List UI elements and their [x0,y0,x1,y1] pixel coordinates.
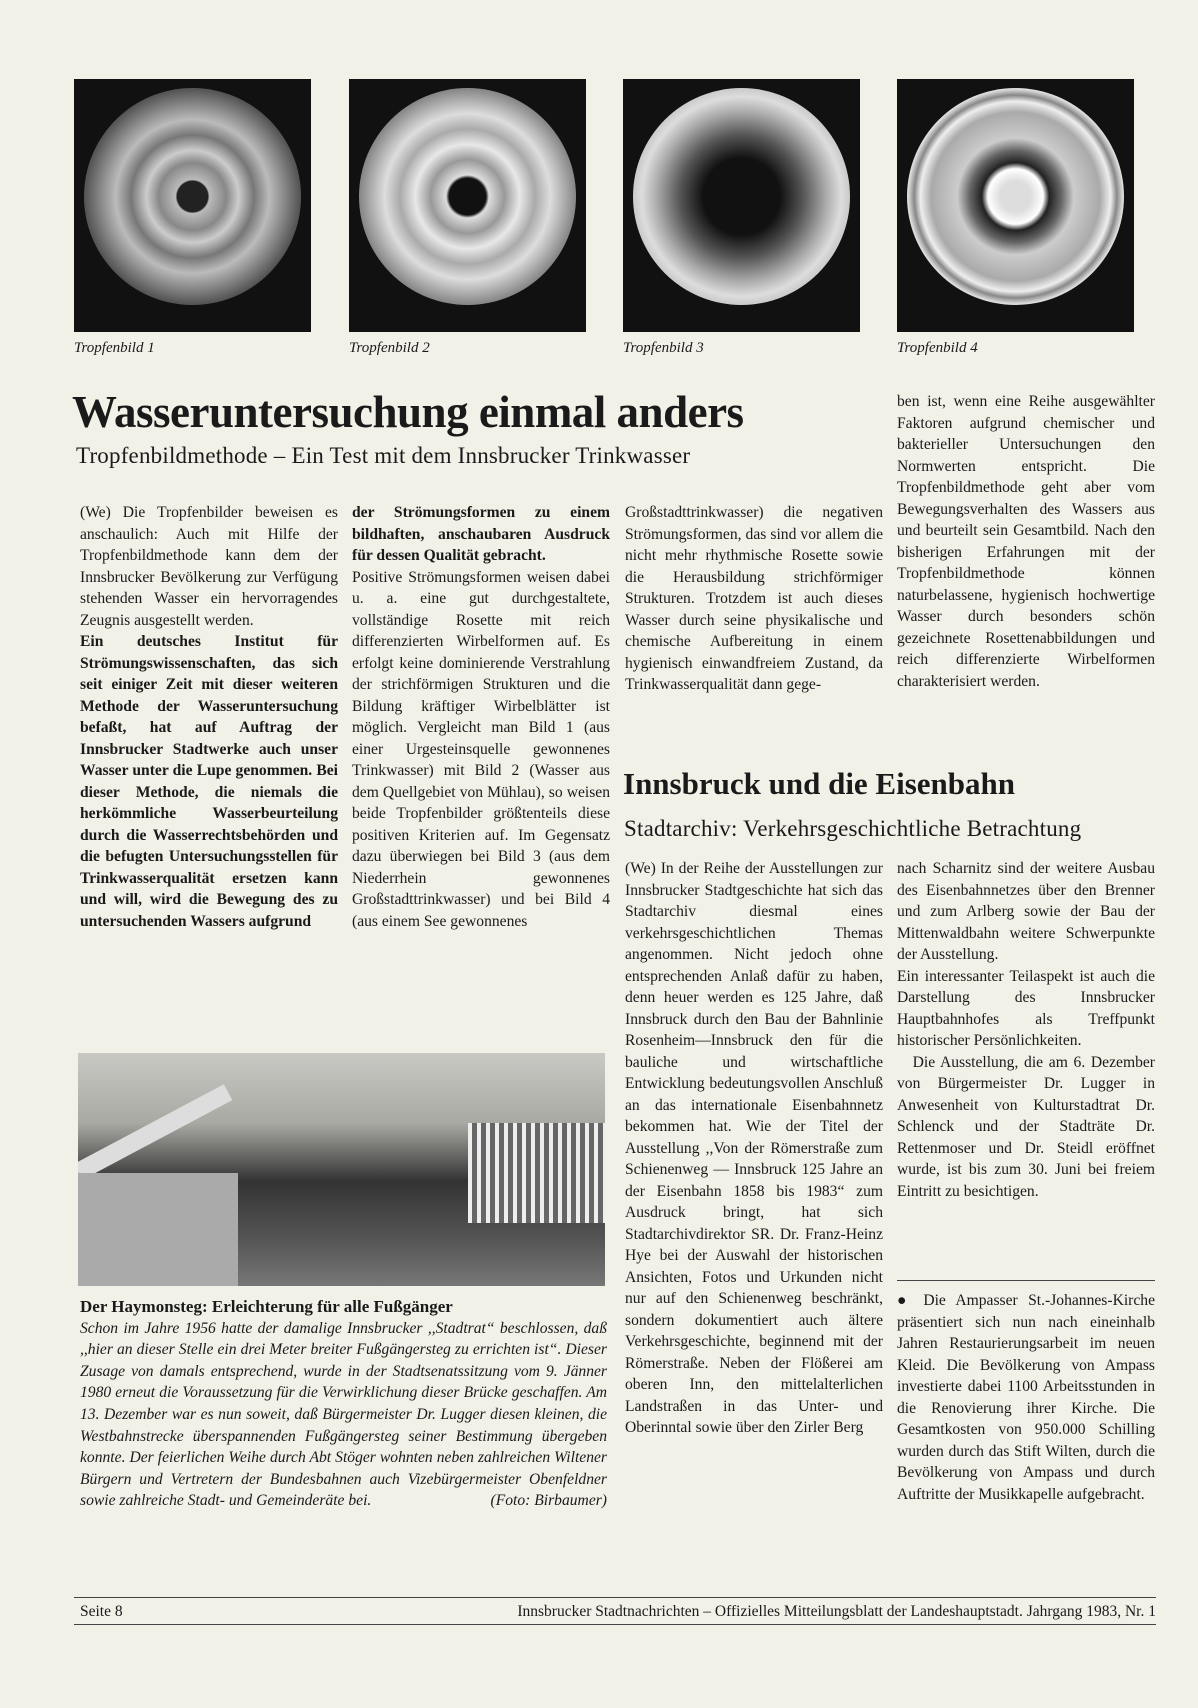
photo-caption-title: Der Haymonsteg: Erleichterung für alle Fußgänger [80,1297,453,1316]
paragraph: Die Ausstellung, die am 6. Dezember von Bürgermeister Dr. Lugger in Anwesenheit von Kulturstadtrat Dr. Schlenck und der Stadträte Dr. Rettenmoser und Dr. Steidl eröffnet wurde, ist bis zum 30. Juni bei freiem Eintritt zu besichtigen. [897,1053,1155,1200]
bullet-icon: ● [897,1292,913,1309]
image-caption: Tropfenbild 1 [74,340,155,356]
image-caption: Tropfenbild 2 [349,340,430,356]
article-column [897,391,1155,692]
paragraph: Positive Strömungsformen weisen dabei u. a. eine gut durchgestaltete, vollständige Rosette mit reich differenzierten Wirbelformen auf. Es erfolgt keine dominierende Verstrahlung der strichförmigen Strukturen und die Bildung kräftiger Wirbelblätter ist möglich. Vergleicht man Bild 1 (aus einer Urgesteinsquelle gewonnenes Trinkwasser) mit Bild 2 (Wasser aus dem Quellgebiet von Mühlau), so weisen beide Tropfenbilder größtenteils diese positiven Kriterien auf. Im Gegensatz dazu überwiegen bei Bild 3 (aus dem Niederrhein gewonnenes Großstadttrinkwasser) und bei Bild 4 (aus einem See gewonnenes [352,568,610,930]
paragraph: Ein deutsches Institut für Strömungswissenschaften, das sich seit einiger Zeit mit dieser weiteren Methode der Wasseruntersuchung befaßt, hat auf Auftrag der Innsbrucker Stadtwerke auch unser Wasser unter die Lupe genommen. Bei dieser Methode, die niemals die herkömmliche Wasserbeurteilung durch die Wasserrechtsbehörden und die befugten Untersuchungsstellen für Trinkwasserqualität ersetzen kann und will, wird die Bewegung des zu untersuchenden Wassers aufgrund [80,633,338,930]
article-title: Innsbruck und die Eisenbahn [623,766,1016,801]
divider [897,1280,1155,1281]
publication-line: Innsbrucker Stadtnachrichten – Offizielles Mitteilungsblatt der Landeshauptstadt. Jahrgang 1983, Nr. 1 [517,1603,1156,1620]
article-column [897,858,1155,1202]
drop-image-3 [623,79,860,332]
article-title: Wasseruntersuchung einmal anders [72,387,744,437]
page-number: Seite 8 [80,1603,123,1620]
news-brief: ● Die Ampasser St.-Johannes-Kirche präsentiert sich nun nach eineinhalb Jahren Restaurierungsarbeit im neuen Kleid. Die Bevölkerung von Ampass investierte dabei 1100 Arbeitsstunden in die Renovierung ihrer Kirche. Die Gesamtkosten von 950.000 Schilling wurden durch das Stift Wilten, durch die Bevölkerung von Ampass und durch Auftritte der Musikkapelle aufgebracht. [897,1292,1155,1503]
paragraph: (We) Die Tropfenbilder beweisen es anschaulich: Auch mit Hilfe der Tropfenbildmethode kann dem der Innsbrucker Bevölkerung zur Verfügung stehenden Wasser ein hervorragendes Zeugnis ausgestellt werden. [80,504,338,629]
article-column [80,502,338,932]
article-subtitle: Tropfenbildmethode – Ein Test mit dem Innsbrucker Trinkwasser [76,443,691,468]
footer-rule [74,1624,1156,1625]
article-column [352,502,610,932]
image-caption: Tropfenbild 3 [623,340,704,356]
paragraph: (We) In der Reihe der Ausstellungen zur Innsbrucker Stadtgeschichte hat sich das Stadtarchiv diesmal eines verkehrsgeschichtlichen Themas angenommen. Nicht jedoch ohne entsprechenden Anlaß dafür zu haben, denn heuer werden es 125 Jahre, daß Innsbruck durch den Bau der Bahnlinie Rosenheim—Innsbruck den für die bauliche und wirtschaftliche Entwicklung bedeutungsvollen Anschluß an das internationale Eisenbahnnetz bekommen hat. Wie der Titel der Ausstellung ,,Von der Römerstraße zum Schienenweg — Innsbruck 125 Jahre an der Eisenbahn 1858 bis 1983“ zum Ausdruck bringt, hat sich Stadtarchivdirektor SR. Dr. Franz-Heinz Hye bei der Auswahl der historischen Ansichten, Fotos und Urkunden nicht nur auf den Schienenweg beschränkt, sondern dokumentiert auch ältere Verkehrsgeschichte, beginnend mit der Römerstraße. Neben der Flößerei am oberen Inn, den mittelalterlichen Landstraßen in das Unter- und Oberinntal sowie über den Zirler Berg [625,860,883,1436]
paragraph: ben ist, wenn eine Reihe ausgewählter Faktoren aufgrund chemischer und bakterieller Untersuchungen den Normwerten entspricht. Die Tropfenbildmethode geht aber vom Bewegungsverhalten des Wassers aus und beurteilt sein Gesamtbild. Nach den bisherigen Erfahrungen mit der Tropfenbildmethode können naturbelassene, hygienisch hochwertige Wasser durch besonders schön gezeichnete Rosettenabbildungen und reich differenzierte Wirbelformen charakterisiert werden. [897,393,1155,690]
photo-haymonsteg [78,1053,605,1286]
footer-rule [74,1597,1156,1598]
photo-caption [80,1296,607,1512]
image-caption: Tropfenbild 4 [897,340,978,356]
paragraph: der Strömungsformen zu einem bildhaften, anschaubaren Ausdruck für dessen Qualität gebracht. [352,504,610,564]
paragraph: Ein interessanter Teilaspekt ist auch die Darstellung des Innsbrucker Hauptbahnhofes als Treffpunkt historischer Persönlichkeiten. [897,967,1155,1049]
drop-image-2 [349,79,586,332]
paragraph: Großstadttrinkwasser) die negativen Strömungsformen, das sind vor allem die nicht mehr rhythmische Rosette sowie die Herausbildung strichförmiger Strukturen. Trotzdem ist auch dieses Wasser durch seine physikalische und chemische Aufbereitung in einem hygienisch einwandfreiem Zustand, da Trinkwasserqualität dann gege- [625,504,883,693]
article-column [625,502,883,696]
article-subtitle: Stadtarchiv: Verkehrsgeschichtliche Betrachtung [624,816,1082,841]
drop-image-4 [897,79,1134,332]
photo-caption-text: Schon im Jahre 1956 hatte der damalige Innsbrucker ,,Stadtrat“ beschlossen, daß ,,hier an dieser Stelle ein drei Meter breiter Fußgängersteg zu errichten ist“. Dieser Zusage von damals entsprechend, wurde in der Stadtsenatssitzung vom 9. Jänner 1980 erneut die Voraussetzung für die Verwirklichung dieser Brücke geschaffen. Am 13. Dezember war es nun soweit, daß Bürgermeister Dr. Lugger diesen kleinen, die Westbahnstrecke überspannenden Fußgängersteg seiner Bestimmung übergeben konnte. Der feierlichen Weihe durch Abt Stöger wohnten neben zahlreichen Wiltener Bürgern und Vertretern der Bundesbahnen auch Vizebürgermeister Obenfeldner sowie zahlreiche Stadt- und Gemeinderäte bei. (Foto: Birbaumer) [80,1318,607,1512]
article-column [625,858,883,1439]
paragraph: nach Scharnitz sind der weitere Ausbau des Eisenbahnnetzes über den Brenner und zum Arlberg sowie der Bau der Mittenwaldbahn weitere Schwerpunkte der Ausstellung. [897,860,1155,963]
photo-credit: (Foto: Birbaumer) [490,1492,607,1510]
drop-image-1 [74,79,311,332]
